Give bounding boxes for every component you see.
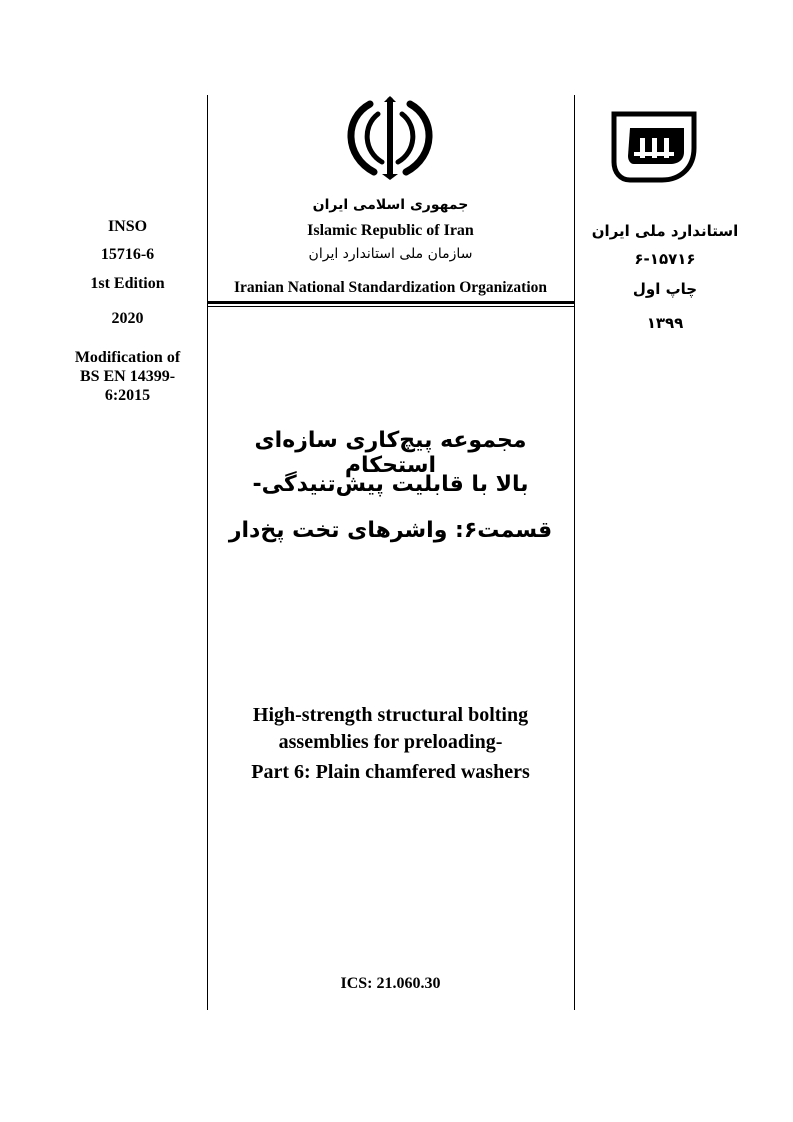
title-en-line-2: assemblies for preloading- [278, 731, 503, 753]
modification-line-2: BS EN 14399- [79, 368, 176, 385]
standard-fa: استاندارد ملی ایران [591, 222, 739, 240]
title-fa-line-3: قسمت۶: واشرهای تخت پخ‌دار [228, 518, 553, 543]
header-rule-thin [207, 306, 574, 307]
title-en-line-1: High-strength structural bolting [252, 704, 529, 726]
iran-emblem-icon [340, 96, 440, 180]
right-divider [574, 95, 575, 1010]
edition-fa: چاپ اول [632, 280, 698, 298]
header-rule [207, 301, 574, 304]
standard-number: 15716-6 [100, 246, 155, 263]
modification-line-3: 6:2015 [104, 387, 151, 404]
title-fa-line-1: مجموعه پیچ‌کاری سازه‌ای استحکام [254, 428, 527, 478]
organization-en: Iranian National Standardization Organization [233, 279, 548, 296]
title-fa-line-2: بالا با قابلیت پیش‌تنیدگی- [252, 472, 529, 497]
edition: 1st Edition [90, 275, 165, 292]
number-fa: ۶-۱۵۷۱۶ [634, 250, 696, 268]
organization-fa: سازمان ملی استاندارد ایران [308, 246, 473, 262]
standard-code: INSO [107, 218, 148, 235]
modification-line-1: Modification of [74, 349, 181, 366]
year-fa: ۱۳۹۹ [646, 314, 684, 332]
republic-en: Islamic Republic of Iran [307, 222, 474, 239]
title-en-line-3: Part 6: Plain chamfered washers [251, 761, 530, 783]
isiri-logo-icon [610, 108, 702, 186]
ics-code: ICS: 21.060.30 [340, 975, 441, 992]
year: 2020 [111, 310, 144, 327]
republic-fa: جمهوری اسلامی ایران [312, 197, 469, 213]
